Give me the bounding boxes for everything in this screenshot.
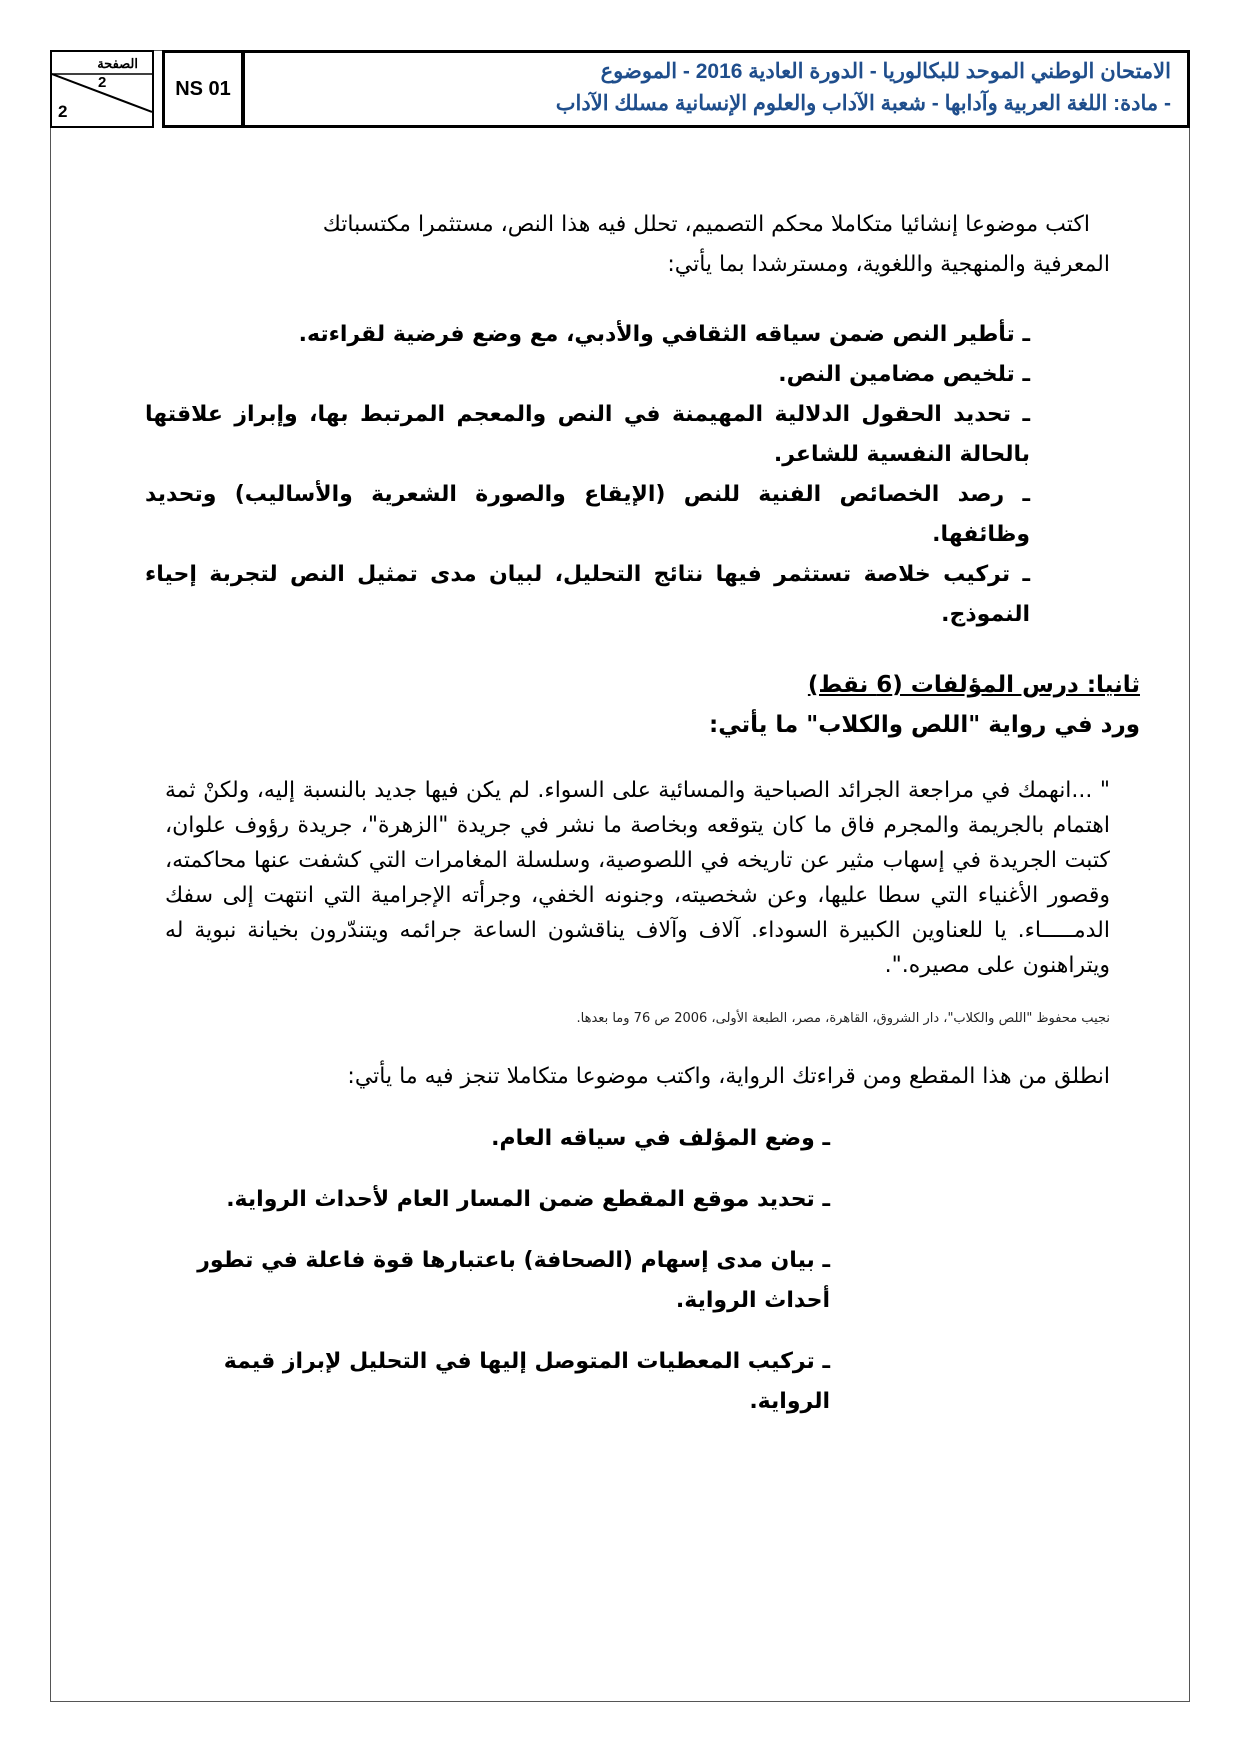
section-subtitle: ورد في رواية "اللص والكلاب" ما يأتي:: [709, 712, 1140, 738]
task-intro: انطلق من هذا المقطع ومن قراءتك الرواية، واكتب موضوعا متكاملا تنجز فيه ما يأتي:: [347, 1064, 1110, 1089]
analysis-bullets: [145, 315, 1110, 635]
task-item: ـ تحديد موقع المقطع ضمن المسار العام لأحداث الرواية.: [226, 1187, 830, 1212]
exam-code: NS 01: [162, 50, 244, 128]
exam-header: [50, 50, 1190, 128]
page-number-box: [50, 50, 154, 128]
bullet-item: ـ تلخيص مضامين النص.: [778, 362, 1030, 387]
bullet-item: ـ تأطير النص ضمن سياقه الثقافي والأدبي، مع وضع فرضية لقراءته.: [298, 322, 1030, 347]
task-item: ـ تركيب المعطيات المتوصل إليها في التحليل لإبراز قيمة الرواية.: [223, 1349, 830, 1414]
page-number: 2: [98, 74, 107, 91]
task-item: ـ وضع المؤلف في سياقه العام.: [491, 1126, 830, 1151]
intro-paragraph: [160, 205, 1110, 285]
exam-title-box: [242, 50, 1190, 128]
page-total: 2: [58, 102, 68, 121]
exam-title-line1: الامتحان الوطني الموحد للبكالوريا - الدورة العادية 2016 - الموضوع: [600, 60, 1171, 83]
source-citation: نجيب محفوظ "اللص والكلاب"، دار الشروق، القاهرة، مصر، الطبعة الأولى، 2006 ص 76 وما بعدها.: [576, 1011, 1110, 1026]
task-list: [145, 1119, 1110, 1422]
task-item: ـ بيان مدى إسهام (الصحافة) باعتبارها قوة فاعلة في تطور أحداث الرواية.: [197, 1248, 830, 1313]
page-content: [145, 205, 1140, 1443]
novel-excerpt: " ...انهمك في مراجعة الجرائد الصباحية والمسائية على السواء. لم يكن فيها جديد بالنسبة إليه، ولكنْ ثمة اهتمام بالجريمة والمجرم فاق ما كان يتوقعه وبخاصة ما نشر في جريدة "الزهرة"، جريدة رؤوف علوان، كتبت الجريدة في إسهاب مثير عن تاريخه في اللصوصية، وسلسلة المغامرات التي كشفت عنها محاكمته، وقصور الأغنياء التي سطا عليها، وعن شخصيته، وجنونه الخفي، وجرأته الإجرامية التي انتهت إلى سفك الدمـــــاء. يا للعناوين الكبيرة السوداء. آلاف وآلاف يناقشون الساعة جرائمه ويتندّرون بخيانة نبوية له ويتراهنون على مصيره.".: [165, 778, 1110, 978]
page-label: الصفحة: [97, 56, 138, 71]
bullet-item: ـ رصد الخصائص الفنية للنص (الإيقاع والصورة الشعرية والأساليب) وتحديد وظائفها.: [145, 482, 1030, 547]
intro-line1: اكتب موضوعا إنشائيا متكاملا محكم التصميم، تحلل فيه هذا النص، مستثمرا مكتسباتك: [322, 212, 1090, 237]
exam-title-line2: - مادة: اللغة العربية وآدابها - شعبة الآداب والعلوم الإنسانية مسلك الآداب: [555, 92, 1171, 115]
intro-line2: المعرفية والمنهجية واللغوية، ومسترشدا بما يأتي:: [667, 252, 1110, 277]
bullet-item: ـ تحديد الحقول الدلالية المهيمنة في النص والمعجم المرتبط بها، وإبراز علاقتها بالحالة النفسية للشاعر.: [145, 402, 1030, 467]
section-title: ثانيا: درس المؤلفات (6 نقط): [807, 672, 1140, 698]
bullet-item: ـ تركيب خلاصة تستثمر فيها نتائج التحليل، لبيان مدى تمثيل النص لتجربة إحياء النموذج.: [145, 562, 1030, 627]
